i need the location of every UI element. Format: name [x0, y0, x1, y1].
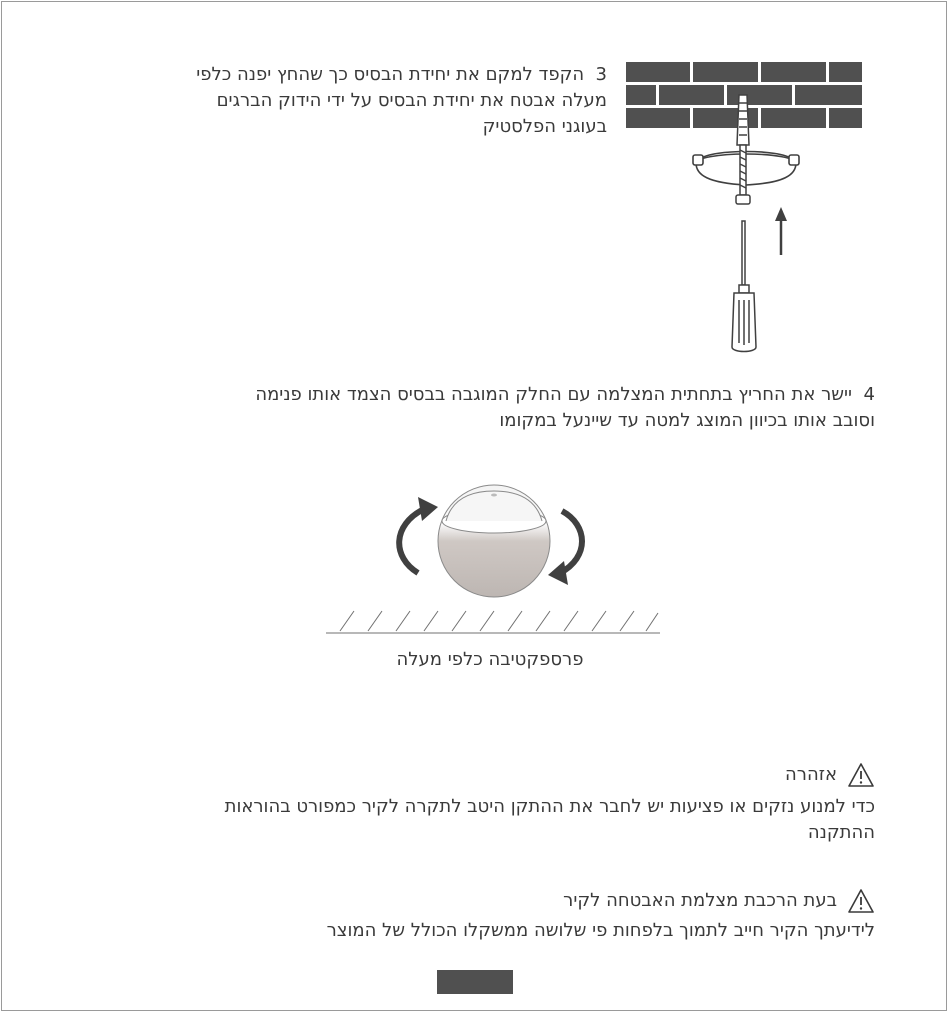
wall-note-title: בעת הרכבת מצלמת האבטחה לקיר — [563, 890, 837, 911]
rotate-counterclockwise-arrow-icon — [399, 509, 424, 573]
figure-caption: פרספקטיבה כלפי מעלה — [396, 649, 584, 670]
wall-mount-illustration — [600, 55, 880, 365]
plastic-anchor-icon — [737, 95, 749, 145]
screwdriver-icon — [732, 221, 756, 352]
warning-title: אזהרה — [785, 764, 837, 785]
warning-line-2: ההתקנה — [807, 822, 875, 843]
dome-camera-icon — [438, 485, 550, 597]
rotate-arrow-head-right — [548, 561, 568, 585]
rotate-arrow-head-left — [418, 497, 438, 521]
step-3-line-3: בעוגני הפלסטיק — [482, 116, 607, 137]
warning-triangle-icon — [847, 888, 875, 914]
page-marker-bar — [437, 970, 513, 994]
step-4-line-1: 4 יישר את החריץ בתחתית המצלמה עם החלק המוגבה בבסיס הצמד אותו פנימה — [255, 384, 875, 405]
wall-note-title-row — [75, 888, 875, 914]
up-arrow-icon — [775, 207, 787, 255]
camera-rotation-illustration — [320, 485, 670, 645]
step-3-line-2: מעלה אבטח את יחידת הבסיס על ידי הידוק הברגים — [216, 90, 607, 111]
ceiling-hatch-icon — [326, 611, 660, 633]
step-3-line-1: 3 הקפד למקם את יחידת הבסיס כך שהחץ יפנה כלפי — [196, 64, 607, 85]
step-4-line-2: וסובב אותו בכיוון המוצג למטה עד שיינעל במקומו — [499, 410, 875, 431]
warning-title-row — [75, 762, 875, 788]
step-4-number: 4 — [863, 384, 875, 405]
warning-block — [75, 762, 875, 846]
warning-triangle-icon — [847, 762, 875, 788]
step-3-number: 3 — [595, 64, 607, 85]
warning-line-1: כדי למנוע נזקים או פציעות יש לחבר את ההתקן היטב לתקרה לקיר כמפורט בהוראות — [224, 796, 875, 817]
wall-note-line: לידיעתך הקיר חייב לתמוך בלפחות פי שלושה ממשקלו הכולל של המוצר — [326, 920, 875, 941]
wall-note-block — [75, 888, 875, 944]
step-3-text — [107, 62, 607, 140]
step-4-text — [75, 382, 875, 434]
